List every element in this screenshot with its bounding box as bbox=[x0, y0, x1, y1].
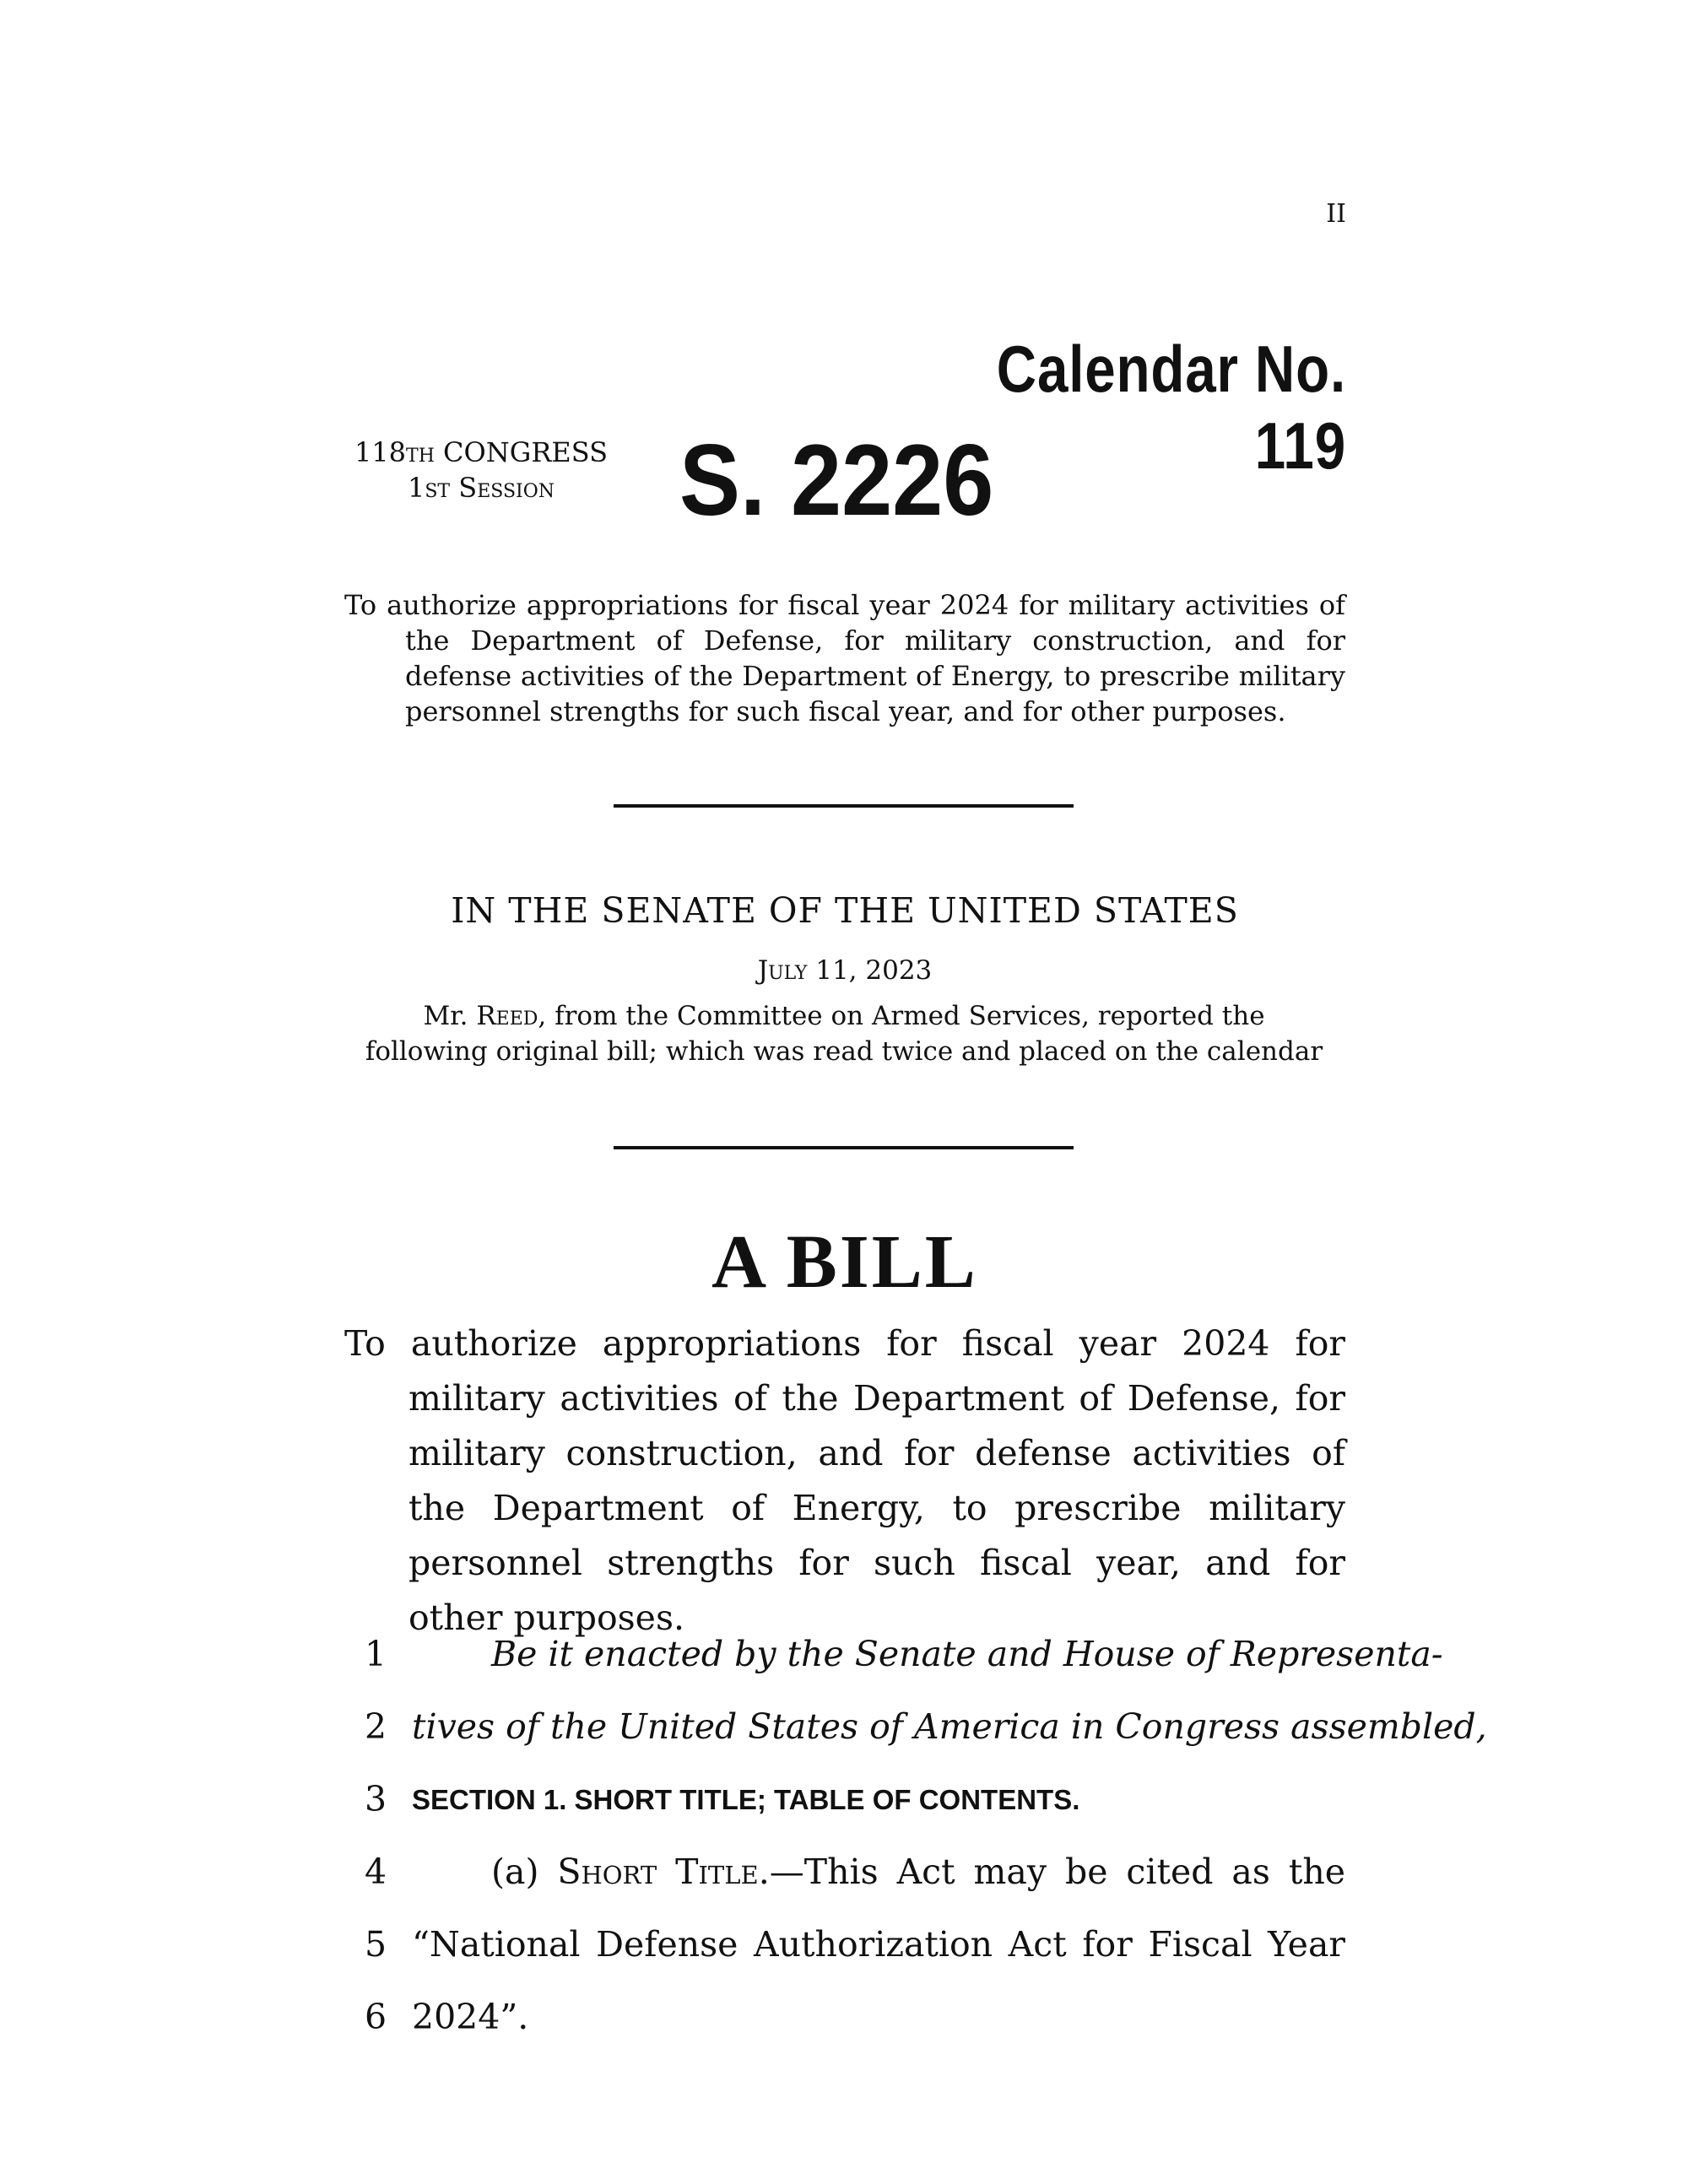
congress-session-block bbox=[321, 435, 641, 505]
subsection-body: .—This Act may be cited as the bbox=[758, 1852, 1345, 1892]
line-number: 2 bbox=[364, 1706, 387, 1747]
short-title-text: “National Defense Authorization Act for Fiscal Year bbox=[412, 1924, 1345, 1965]
bill-line bbox=[0, 1779, 1688, 1838]
subsection-heading: Short Title bbox=[557, 1852, 759, 1892]
action-text: , from the Committee on Armed Services, reported the following original bill; which was read twice and placed on the calendar bbox=[365, 1001, 1323, 1067]
enacting-clause-text: Be it enacted by the Senate and House of Representa- bbox=[491, 1634, 1443, 1674]
bill-line bbox=[0, 1852, 1688, 1911]
document-type-heading: A BILL bbox=[711, 1220, 978, 1304]
line-number: 6 bbox=[364, 1997, 387, 2037]
line-number: 3 bbox=[364, 1779, 387, 1819]
divider-rule bbox=[614, 1146, 1074, 1149]
bill-line bbox=[0, 1924, 1688, 1983]
line-number: 4 bbox=[364, 1852, 387, 1892]
section-heading: SECTION 1. SHORT TITLE; TABLE OF CONTENTS. bbox=[412, 1784, 1080, 1815]
congress-label: 118th CONGRESS bbox=[354, 436, 609, 468]
bill-line bbox=[0, 1634, 1688, 1693]
bill-number: S. 2226 bbox=[679, 424, 994, 537]
divider-rule bbox=[614, 804, 1074, 808]
print-mark: II bbox=[1326, 199, 1346, 229]
bill-line bbox=[0, 1997, 1688, 2056]
chamber-heading: IN THE SENATE OF THE UNITED STATES bbox=[451, 890, 1239, 931]
short-purpose-text: To authorize appropriations for fiscal year 2024 for military activities of the Department of Defense, for military construction, and for defense activities of the Department of Energy, to prescribe military personnel strengths for such fiscal year, and for other purposes. bbox=[344, 589, 1345, 727]
enacting-clause-text: tives of the United States of America in Congress assembled, bbox=[412, 1706, 1487, 1747]
calendar-number: Calendar No. 119 bbox=[996, 332, 1346, 483]
short-title-text: 2024”. bbox=[412, 1997, 529, 2037]
line-number: 1 bbox=[364, 1634, 387, 1674]
bill-line bbox=[0, 1706, 1688, 1765]
sponsor-prefix: Mr. bbox=[423, 1001, 477, 1031]
subsection-text bbox=[491, 1852, 1345, 1892]
committee-action bbox=[363, 998, 1325, 1069]
subsection-label: (a) bbox=[491, 1852, 558, 1892]
line-number: 5 bbox=[364, 1924, 387, 1965]
introduction-date: July 11, 2023 bbox=[757, 955, 933, 986]
session-label: 1st Session bbox=[408, 472, 555, 504]
sponsor-name: Reed bbox=[476, 1001, 538, 1031]
long-purpose-text: To authorize appropriations for fiscal year 2024 for military activities of the Department of Defense, for military construction, and for defense activities of the Department of Energy, to prescribe military personnel strengths for such fiscal year, and for other purposes. bbox=[344, 1323, 1345, 1638]
